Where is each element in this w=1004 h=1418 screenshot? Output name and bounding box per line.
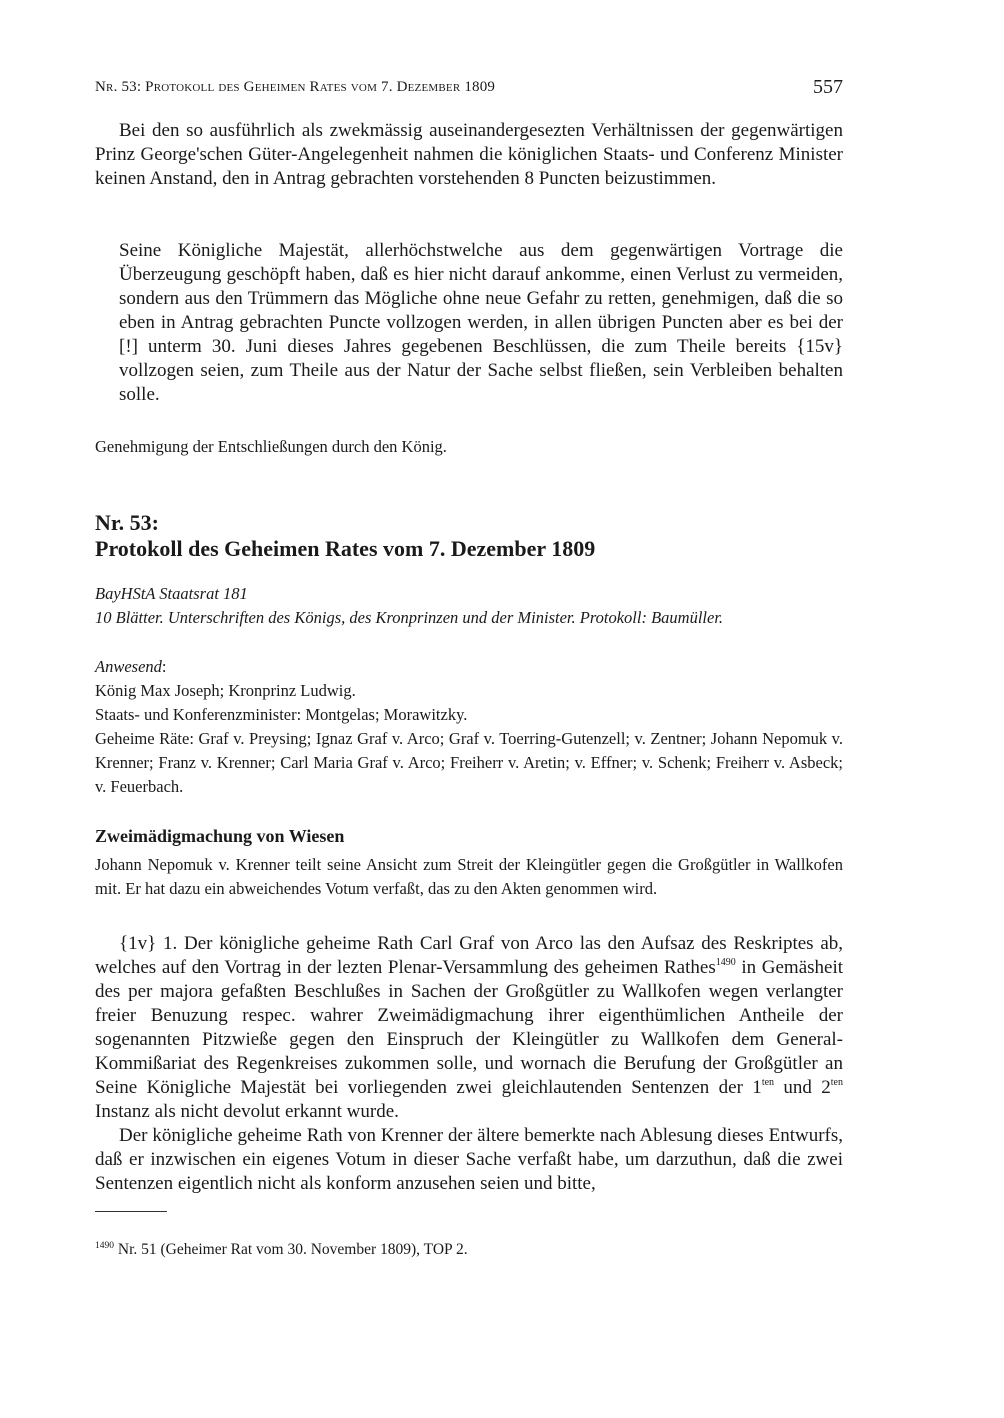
superscript-ordinal: ten — [761, 1077, 775, 1088]
attendance-block — [95, 655, 843, 799]
footnote-text: Nr. 51 (Geheimer Rat vom 30. November 1809), TOP 2. — [114, 1240, 468, 1258]
running-title: Nr. 53: Protokoll des Geheimen Rates vom 7. Dezember 1809 — [95, 79, 496, 95]
paragraph-text: und 2 — [774, 1077, 831, 1098]
attendance-line: König Max Joseph; Kronprinz Ludwig. — [95, 681, 356, 700]
archive-source: BayHStA Staatsrat 181 — [95, 584, 248, 603]
attendance-heading — [95, 655, 843, 679]
paragraph-text: {1v} 1. Der königliche geheime Rath Carl Graf von Arco las den Aufsaz des Reskriptes ab, welches auf den Vortrag in der lezten Plenar-Versammlung des geheimen Rathes — [95, 933, 843, 978]
attendance-line: Staats- und Konferenzminister: Montgelas; Morawitzky. — [95, 705, 468, 724]
source-info — [95, 582, 843, 630]
footnote — [95, 1241, 468, 1259]
running-header — [95, 76, 843, 100]
paragraph-text: in Gemäsheit des per majora gefaßten Beschlußes in Sachen der Großgütler zu Wallkofen wegen verlangter freier Benuzung respec. wahrer Zweimädigmachung ihrer eigenthümlichen Antheile der sogenannten Pitzwieße gegen den Einspruch der Kleingütler zu Wallkofen dem General-Kommißariat des Regenkreises zukommen solle, und wornach die Berufung der Großgütler an Seine Königliche Majestät bei vorliegenden zwei gleichlautenden Sentenzen der 1 — [95, 957, 844, 1098]
protocol-paragraph-1 — [95, 932, 843, 1124]
page-number: 557 — [813, 76, 843, 98]
section-summary: Johann Nepomuk v. Krenner teilt seine Ansicht zum Streit der Kleingütler gegen die Großgütler in Wallkofen mit. Er hat dazu ein abweichendes Votum verfaßt, das zu den Akten genommen wird. — [95, 855, 843, 898]
archive-description: 10 Blätter. Unterschriften des Königs, des Kronprinzen und der Minister. Protokoll: Baumüller. — [95, 608, 724, 627]
royal-decision-paragraph: Seine Königliche Majestät, allerhöchstwelche aus dem gegenwärtigen Vortrage die Überzeugung geschöpft haben, daß es hier nicht darauf ankomme, einen Verlust zu vermeiden, sondern aus den Trümmern das Mögliche ohne neue Gefahr zu retten, genehmigen, daß die so eben in Antrag gebrachten Puncte vollzogen werden, in allen übrigen Puncten aber es bei der [!] unterm 30. Juni dieses Jahres gegebenen Beschlüssen, die zum Theile bereits {15v} vollzogen seien, zum Theile aus der Natur der Sache selbst fließen, sein Verbleiben behalten solle. — [119, 240, 843, 405]
intro-paragraph: Bei den so ausführlich als zwekmässig auseinandergesezten Verhältnissen der gegenwärtigen Prinz George'schen Güter-Angelegenheit nahmen die königlichen Staats- und Conferenz Minister keinen Anstand, den in Antrag gebrachten vorstehenden 8 Puncten beizustimmen. — [95, 120, 843, 189]
attendance-line: Geheime Räte: Graf v. Preysing; Ignaz Graf v. Arco; Graf v. Toerring-Gutenzell; v. Zentner; Johann Nepomuk v. Krenner; Franz v. Krenner; Carl Maria Graf v. Arco; Freiherr v. Aretin; v. Effner; v. Schenk; Freiherr v. Asbeck; v. Feuerbach. — [95, 729, 843, 796]
document-heading — [95, 510, 843, 562]
section-heading: Zweimädigmachung von Wiesen — [95, 826, 345, 846]
footnote-divider — [95, 1211, 167, 1212]
document-title: Protokoll des Geheimen Rates vom 7. Dezember 1809 — [95, 536, 596, 561]
footnote-marker: 1490 — [715, 957, 736, 968]
document-number: Nr. 53: — [95, 510, 159, 535]
approval-note: Genehmigung der Entschließungen durch den König. — [95, 437, 447, 456]
superscript-ordinal: ten — [830, 1077, 843, 1088]
attendance-label: Anwesend — [95, 657, 162, 676]
paragraph-text: Instanz als nicht devolut erkannt wurde. — [95, 1101, 399, 1122]
attendance-colon: : — [161, 657, 167, 676]
protocol-paragraph-2: Der königliche geheime Rath von Krenner der ältere bemerkte nach Ablesung dieses Entwurfs, daß er inzwischen ein eigenes Votum in dieser Sache verfaßt habe, um darzuthun, daß die zwei Sentenzen eigentlich nicht als konform anzusehen seien und bitte, — [95, 1125, 843, 1194]
footnote-number: 1490 — [95, 1240, 114, 1251]
